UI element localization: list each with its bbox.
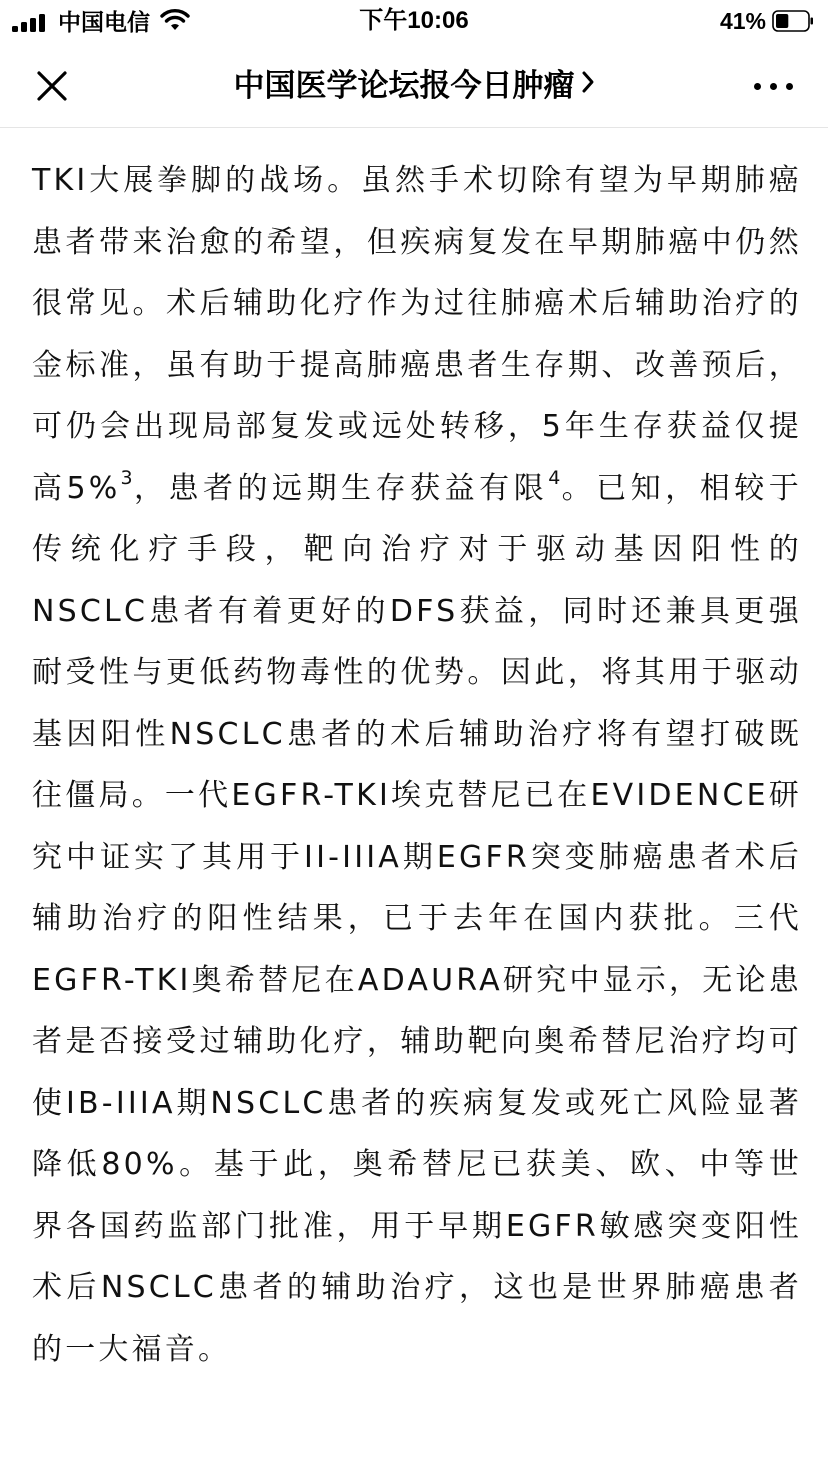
article-body [0,128,828,1472]
article-paragraph [32,150,802,1380]
paragraph-text-part-2: ，患者的远期生存获益有限 [132,470,549,506]
reference-4[interactable]: 4 [548,466,561,489]
battery-percent: 41% [719,8,766,34]
carrier-name: 中国电信 [58,9,150,35]
paragraph-text-part-3: 。已知，相较于传统化疗手段，靶向治疗对于驱动基因阳性的NSCLC患者有着更好的DFS获益，同时还兼具更强耐受性与更低药物毒性的优势。因此，将其用于驱动基因阳性NSCLC患者的术后辅助治疗将有望打破既往僵局。一代EGFR-TKI埃克替尼已在EVIDENCE研究中证实了其用于II-IIIA期EGFR突变肺癌患者术后辅助治疗的阳性结果，已于去年在国内获批。三代EGFR-TKI奥希替尼在ADAURA研究中显示，无论患者是否接受过辅助化疗，辅助靶向奥希替尼治疗均可使IB-IIIA期NSCLC患者的疾病复发或死亡风险显著降低80%。基于此，奥希替尼已获美、欧、中等世界各国药监部门批准，用于早期EGFR敏感突变阳性术后NSCLC患者的辅助治疗，这也是世界肺癌患者的一大福音。 [32,470,802,1367]
paragraph-text-part-1: TKI大展拳脚的战场。虽然手术切除有望为早期肺癌患者带来治愈的希望，但疾病复发在早期肺癌中仍然很常见。术后辅助化疗作为过往肺癌术后辅助治疗的金标准，虽有助于提高肺癌患者生存期、改善预后，可仍会出现局部复发或远处转移，5年生存获益仅提高5% [32,163,802,506]
account-title-link[interactable] [160,66,668,106]
chevron-right-icon [581,70,595,94]
reference-3[interactable]: 3 [120,466,133,489]
status-time: 下午10:06 [359,7,469,34]
page-title: 中国医学论坛报今日肿瘤 [233,68,575,104]
battery-icon [772,10,814,32]
nav-bar [0,44,828,128]
close-icon [39,73,65,99]
more-icon [754,83,761,90]
more-options-button[interactable] [754,70,794,102]
close-button[interactable] [30,64,74,108]
status-bar [0,0,828,44]
